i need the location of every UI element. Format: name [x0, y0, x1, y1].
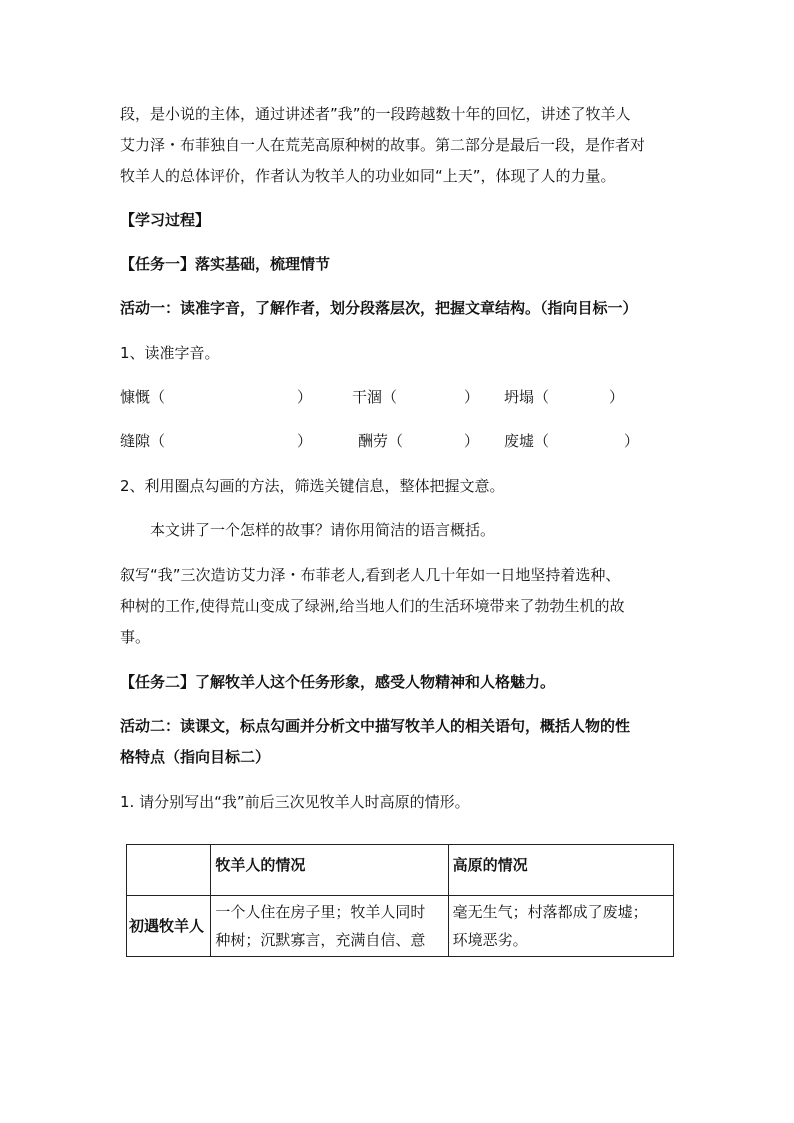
pinyin-close: ）: [297, 388, 313, 406]
intro-line-1: 段，是小说的主体，通过讲述者”我”的一段跨越数十年的回忆，讲述了牧羊人: [120, 105, 631, 123]
cell-line: 环境恶劣。: [452, 931, 528, 949]
pinyin-close: ）: [624, 432, 640, 450]
table-header-cell: 高原的情况: [448, 845, 673, 896]
question-3: 1. 请分别写出“我”前后三次见牧羊人时高原的情形。: [120, 793, 470, 811]
question-2: 2、利用圈点勾画的方法，筛选关键信息，整体把握文意。: [120, 477, 505, 495]
cell-line: 种树；沉默寡言，充满自信、意: [215, 931, 426, 949]
pinyin-close: ）: [464, 388, 480, 406]
table-header-row: [127, 845, 674, 896]
table-header-cell: 牧羊人的情况: [211, 845, 448, 896]
cell-line: 毫无生气；村落都成了废墟；: [452, 903, 648, 921]
pinyin-word: 慷慨（: [120, 388, 166, 406]
pinyin-close: ）: [297, 432, 313, 450]
pinyin-close: ）: [464, 432, 480, 450]
table-header-cell: [127, 845, 211, 896]
pinyin-word: 缝隙（: [120, 432, 166, 450]
activity-2-line-1: 活动二：读课文，标点勾画并分析文中描写牧羊人的相关语句，概括人物的性: [120, 717, 631, 735]
cell-line: 一个人住在房子里；牧羊人同时: [215, 903, 426, 921]
answer-line-1: 叙写“我”三次造访艾力泽・布菲老人,看到老人几十年如一日地坚持着选种、: [120, 566, 621, 584]
answer-line-2: 种树的工作,使得荒山变成了绿洲,给当地人们的生活环境带来了勃勃生机的故: [120, 597, 625, 615]
intro-line-2: 艾力泽・布菲独自一人在荒芜高原种树的故事。第二部分是最后一段，是作者对: [120, 136, 646, 154]
task-2-heading: 【任务二】了解牧羊人这个任务形象，感受人物精神和人格魅力。: [120, 673, 556, 691]
pinyin-word: 坍塌（: [504, 388, 550, 406]
answer-line-3: 事。: [120, 628, 151, 646]
activity-1-heading: 活动一：读准字音，了解作者，划分段落层次，把握文章结构。（指向目标一）: [120, 299, 638, 317]
section-heading-process: 【学习过程】: [120, 211, 211, 229]
row-label: 初遇牧羊人: [127, 896, 211, 957]
pinyin-close: ）: [609, 388, 625, 406]
table-cell: [211, 896, 448, 957]
pinyin-word: 酬劳（: [358, 432, 404, 450]
table-cell: [448, 896, 673, 957]
pinyin-word: 干涸（: [352, 388, 398, 406]
plateau-comparison-table: [126, 844, 674, 957]
pinyin-word: 废墟（: [504, 432, 550, 450]
table-row: [127, 896, 674, 957]
intro-line-3: 牧羊人的总体评价，作者认为牧羊人的功业如同“上天”，体现了人的力量。: [120, 167, 616, 185]
question-2-prompt: 本文讲了一个怎样的故事？请你用简洁的语言概括。: [150, 521, 496, 539]
question-1: 1、读准字音。: [120, 344, 220, 362]
activity-2-line-2: 格特点（指向目标二）: [120, 748, 271, 766]
task-1-heading: 【任务一】落实基础，梳理情节: [120, 255, 331, 273]
